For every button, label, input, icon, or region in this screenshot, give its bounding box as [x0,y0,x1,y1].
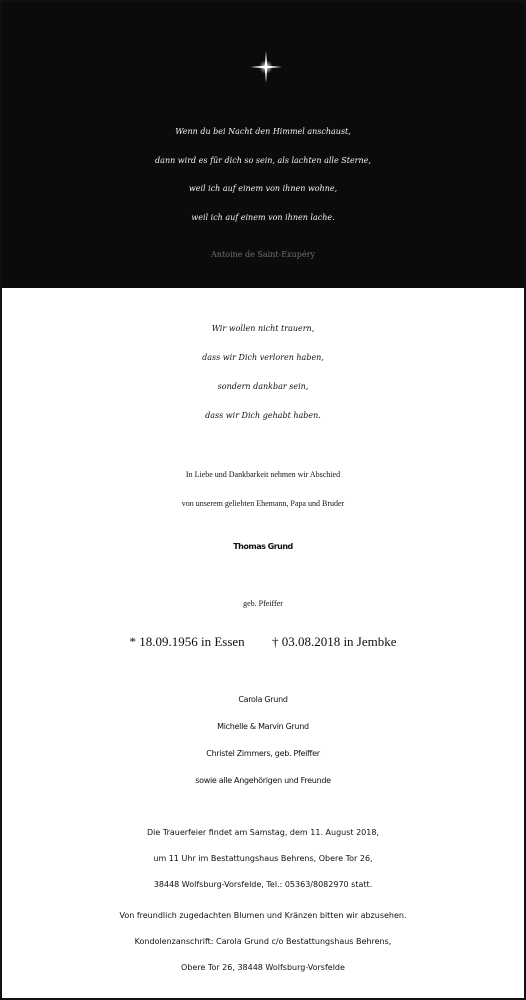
condolence-info [2,903,524,981]
death-date: † 03.08.2018 in Jembke [271,634,397,649]
mourner-line: sowie alle Angehörigen und Freunde [195,776,331,785]
condolence-line: Von freundlich zugedachten Blumen und Kränzen bitten wir abzusehen. [119,911,407,920]
funeral-info [2,820,524,898]
poem-line: sondern dankbar sein, [217,382,309,391]
poem-line: dass wir Dich verloren haben, [202,353,324,362]
farewell-intro [2,460,524,518]
quote-line: Wenn du bei Nacht den Himmel anschaust, [175,127,351,136]
quote-line: dann wird es für dich so sein, als lachten alle Sterne, [155,155,371,165]
quote-line: weil ich auf einem von ihnen wohne, [188,184,338,193]
funeral-line: um 11 Uhr im Bestattungshaus Behrens, Obere Tor 26, [153,854,373,863]
poem-block [2,314,524,430]
deceased-name: Thomas Grund [233,542,293,551]
mourner-line: Christel Zimmers, geb. Pfeiffer [206,749,320,758]
birth-name: geb. Pfeiffer [243,599,283,608]
star-icon [249,50,283,84]
quote-line: weil ich auf einem von ihnen lache. [191,212,335,222]
intro-line: In Liebe und Dankbarkeit nehmen wir Abschied [185,470,341,479]
quote-block [2,118,524,232]
mourner-line: Michelle & Marvin Grund [217,722,309,731]
condolence-line: Obere Tor 26, 38448 Wolfsburg-Vorsfelde [181,963,345,972]
poem-line: Wir wollen nicht trauern, [211,324,315,333]
condolence-line: Kondolenzanschrift: Carola Grund c/o Bestattungshaus Behrens, [134,937,392,946]
header-night-panel [2,2,524,288]
mourners-list [2,686,524,794]
poem-line: dass wir Dich gehabt haben. [205,411,321,420]
quote-author: Antoine de Saint-Exupéry [211,250,315,259]
intro-line: von unserem geliebten Ehemann, Papa und Bruder [181,499,345,508]
mourner-line: Carola Grund [238,695,288,704]
funeral-line: Die Trauerfeier findet am Samstag, dem 11. August 2018, [147,828,379,837]
funeral-line: 38448 Wolfsburg-Vorsfelde, Tel.: 05363/8082970 statt. [153,880,373,889]
life-dates [2,634,524,650]
birth-date: * 18.09.1956 in Essen [129,634,245,649]
